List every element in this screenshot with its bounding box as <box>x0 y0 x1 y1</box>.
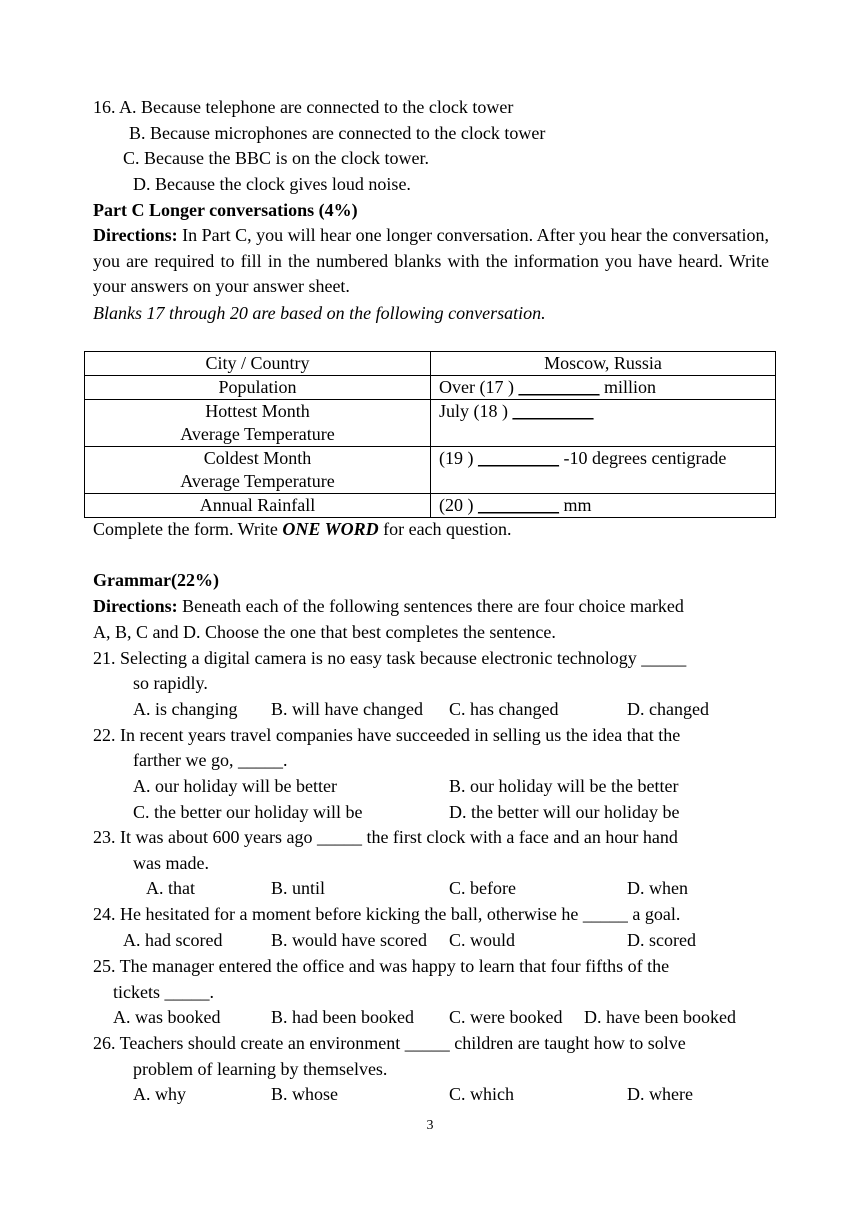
grammar-directions-line2: A, B, C and D. Choose the one that best completes the sentence. <box>93 622 556 642</box>
q22-option-d: D. the better will our holiday be <box>449 802 680 822</box>
partc-directions-label: Directions: <box>93 225 178 245</box>
page-number: 3 <box>426 1118 434 1133</box>
q16-option-c: C. Because the BBC is on the clock tower. <box>123 148 429 168</box>
q21-option-d: D. changed <box>627 699 709 719</box>
grammar-heading: Grammar(22%) <box>93 570 219 590</box>
blank-19-suffix: -10 degrees centigrade <box>559 448 727 468</box>
q25-option-d: D. have been booked <box>584 1007 736 1027</box>
table-cell <box>431 376 776 400</box>
table-cell: Annual Rainfall <box>85 494 431 518</box>
q21-option-a: A. is changing <box>133 699 238 719</box>
q26-option-c: C. which <box>449 1084 514 1104</box>
table-cell <box>431 494 776 518</box>
table-row <box>85 352 776 376</box>
blank-20: _________ <box>478 495 559 515</box>
blank-19-prefix: (19 ) <box>439 448 478 468</box>
q25-option-a: A. was booked <box>113 1007 221 1027</box>
hottest-month-label: Hottest Month <box>205 401 310 421</box>
table-cell <box>85 400 431 447</box>
q23-stem: 23. It was about 600 years ago _____ the first clock with a face and an hour hand <box>93 827 678 847</box>
q23-stem-cont: was made. <box>133 853 209 873</box>
q21-stem-cont: so rapidly. <box>133 673 208 693</box>
table-row <box>85 400 776 447</box>
q21-option-c: C. has changed <box>449 699 559 719</box>
q22-stem: 22. In recent years travel companies have succeeded in selling us the idea that the <box>93 725 681 745</box>
q25-stem: 25. The manager entered the office and was happy to learn that four fifths of the <box>93 956 670 976</box>
table-row <box>85 376 776 400</box>
blank-19: _________ <box>478 448 559 468</box>
q16-option-d: D. Because the clock gives loud noise. <box>133 174 411 194</box>
q24-option-c: C. would <box>449 930 516 950</box>
conversation-form-table <box>84 351 776 518</box>
q21-option-b: B. will have changed <box>271 699 423 719</box>
q16-option-b: B. Because microphones are connected to the clock tower <box>129 123 546 143</box>
table-row <box>85 494 776 518</box>
table-cell <box>85 447 431 494</box>
q22-option-c: C. the better our holiday will be <box>133 802 363 822</box>
blank-18-prefix: July (18 ) <box>439 401 513 421</box>
partc-blanks-note: Blanks 17 through 20 are based on the following conversation. <box>93 303 546 323</box>
table-cell: Population <box>85 376 431 400</box>
blank-20-suffix: mm <box>559 495 592 515</box>
q23-option-c: C. before <box>449 878 516 898</box>
blank-17-suffix: million <box>599 377 656 397</box>
q24-option-b: B. would have scored <box>271 930 427 950</box>
blank-20-prefix: (20 ) <box>439 495 478 515</box>
blank-17: _________ <box>518 377 600 397</box>
q16-stem: 16. A. Because telephone are connected to the clock tower <box>93 97 514 117</box>
table-cell <box>431 447 776 494</box>
coldest-month-label: Coldest Month <box>203 448 312 468</box>
partc-heading: Part C Longer conversations (4%) <box>93 200 358 220</box>
partc-directions-text: In Part C, you will hear one longer conversation. After you hear the conversation, you are required to fill in the numbered blanks with the information you have heard. Write your answers on your answer sheet. <box>93 225 769 297</box>
q26-option-d: D. where <box>627 1084 693 1104</box>
table-cell: Moscow, Russia <box>431 352 776 376</box>
q26-option-b: B. whose <box>271 1084 338 1104</box>
q24-option-d: D. scored <box>627 930 696 950</box>
grammar-directions-text: Beneath each of the following sentences there are four choice marked <box>177 596 684 616</box>
complete-post: for each question. <box>378 519 512 539</box>
q21-stem: 21. Selecting a digital camera is no easy task because electronic technology _____ <box>93 648 687 668</box>
complete-emphasis: ONE WORD <box>282 519 379 539</box>
grammar-directions-label: Directions: <box>93 596 178 616</box>
q26-option-a: A. why <box>133 1084 186 1104</box>
hottest-avg-label: Average Temperature <box>180 424 335 444</box>
complete-form-instruction <box>93 518 512 540</box>
q23-option-b: B. until <box>271 878 326 898</box>
q26-stem: 26. Teachers should create an environment _____ children are taught how to solve <box>93 1033 686 1053</box>
q23-option-d: D. when <box>627 878 688 898</box>
q25-stem-cont: tickets _____. <box>113 982 214 1002</box>
grammar-directions <box>93 595 684 617</box>
q25-option-c: C. were booked <box>449 1007 563 1027</box>
complete-pre: Complete the form. Write <box>93 519 283 539</box>
q24-stem: 24. He hesitated for a moment before kicking the ball, otherwise he _____ a goal. <box>93 904 681 924</box>
q22-option-b: B. our holiday will be the better <box>449 776 679 796</box>
blank-17-prefix: Over (17 ) <box>439 377 519 397</box>
q26-stem-cont: problem of learning by themselves. <box>133 1059 388 1079</box>
table-cell: City / Country <box>85 352 431 376</box>
partc-directions <box>93 223 769 300</box>
q23-option-a: A. that <box>146 878 195 898</box>
q22-stem-cont: farther we go, _____. <box>133 750 288 770</box>
q24-option-a: A. had scored <box>123 930 223 950</box>
blank-18: _________ <box>512 401 594 421</box>
coldest-avg-label: Average Temperature <box>180 471 335 491</box>
table-cell <box>431 400 776 447</box>
q25-option-b: B. had been booked <box>271 1007 414 1027</box>
q22-option-a: A. our holiday will be better <box>133 776 337 796</box>
table-row <box>85 447 776 494</box>
